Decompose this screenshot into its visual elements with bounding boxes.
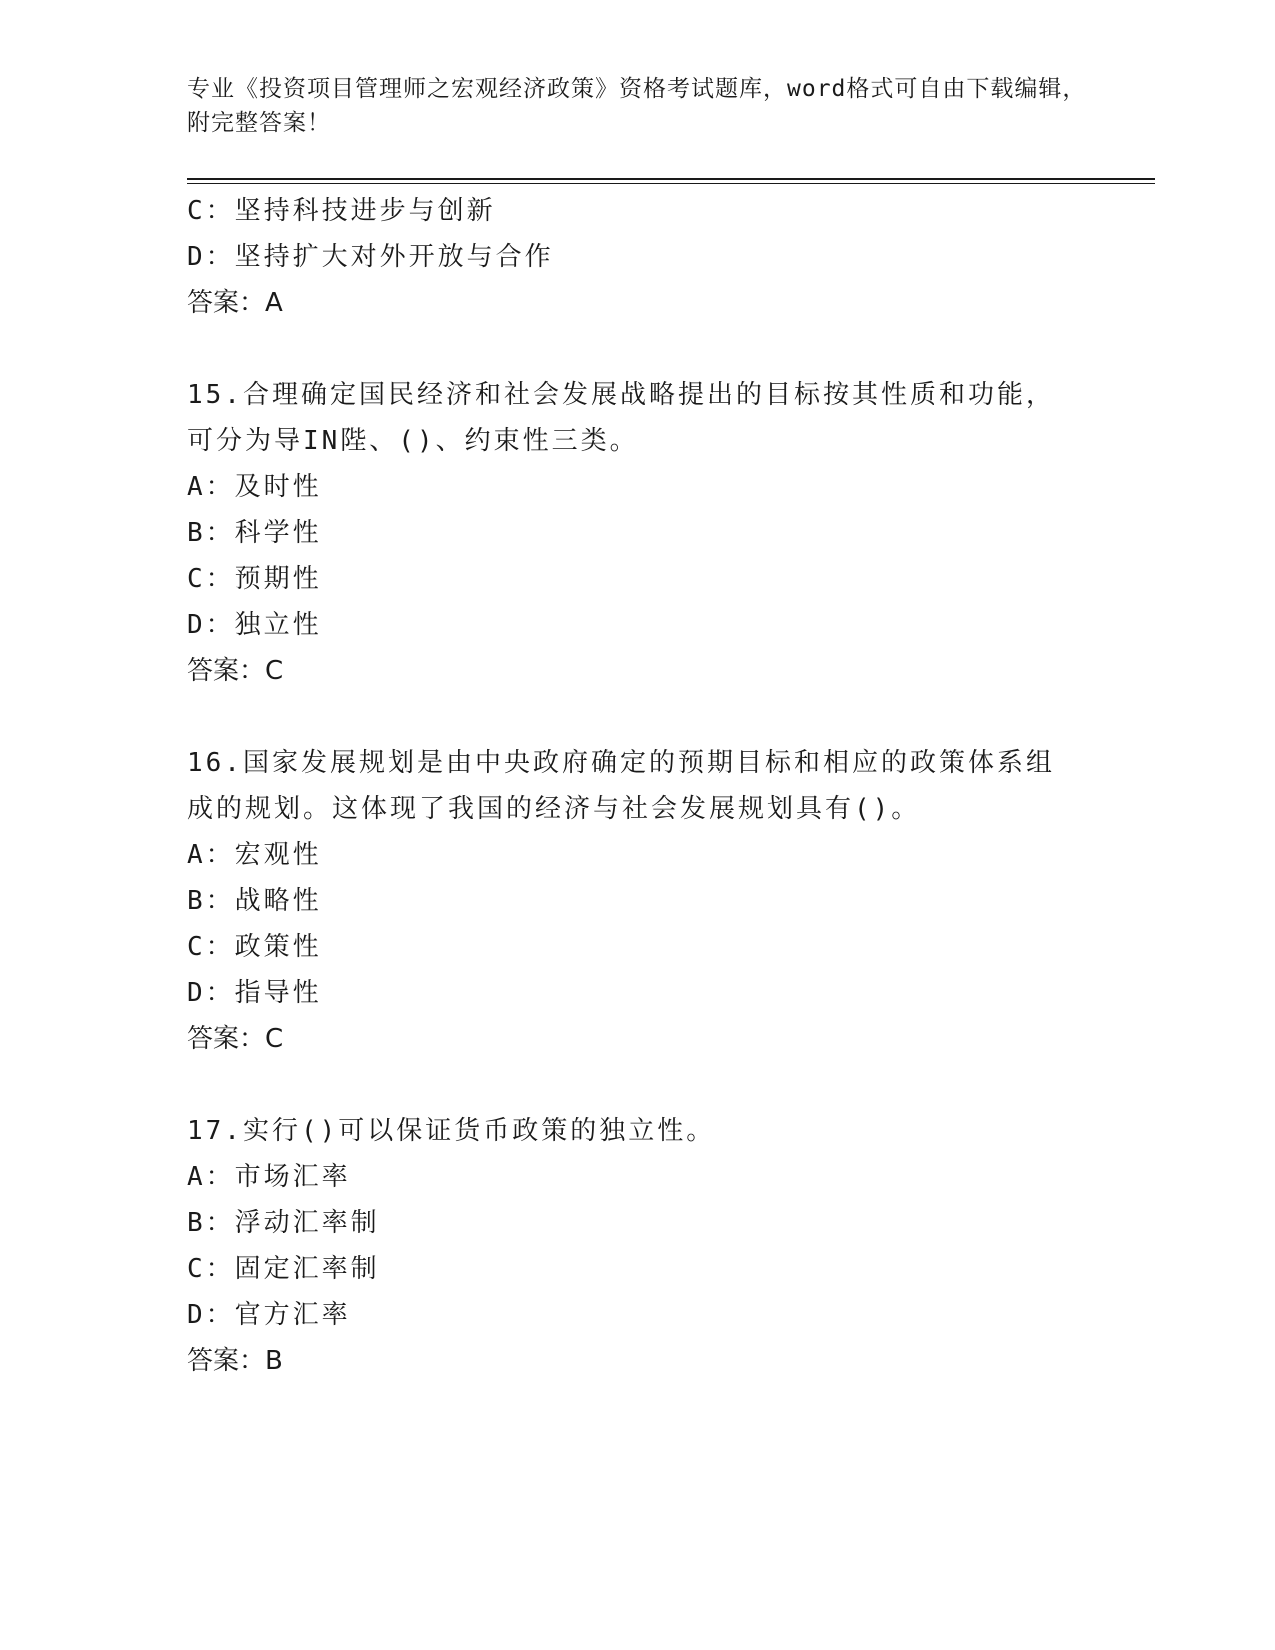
document-header: 专业《投资项目管理师之宏观经济政策》资格考试题库，word格式可自由下载编辑，附完整答案！ <box>187 76 1087 136</box>
question-16 <box>187 740 1067 1062</box>
option-a: A：市场汇率 <box>187 1162 351 1192</box>
question-stem: 15.合理确定国民经济和社会发展战略提出的目标按其性质和功能，可分为导IN陛、()、约束性三类。 <box>187 380 1055 456</box>
option-b: B：浮动汇率制 <box>187 1208 380 1238</box>
option-c: C：固定汇率制 <box>187 1254 380 1284</box>
option-b: B：战略性 <box>187 886 322 916</box>
question-15 <box>187 372 1067 694</box>
question-list <box>187 188 1067 1384</box>
answer-line: 答案：A <box>187 288 283 318</box>
option-b: B：科学性 <box>187 518 322 548</box>
question-stem: 16.国家发展规划是由中央政府确定的预期目标和相应的政策体系组成的规划。这体现了我国的经济与社会发展规划具有()。 <box>187 748 1055 824</box>
answer-line: 答案：C <box>187 656 284 686</box>
answer-line: 答案：C <box>187 1024 284 1054</box>
question-17 <box>187 1108 1067 1384</box>
option-d: D：坚持扩大对外开放与合作 <box>187 242 554 272</box>
header-divider-thick <box>187 178 1155 180</box>
option-d: D：官方汇率 <box>187 1300 351 1330</box>
carryover-question <box>187 188 1067 326</box>
option-d: D：独立性 <box>187 610 322 640</box>
option-a: A：及时性 <box>187 472 322 502</box>
option-c: C：预期性 <box>187 564 322 594</box>
option-c: C：政策性 <box>187 932 322 962</box>
header-divider-thin <box>187 183 1155 184</box>
answer-line: 答案：B <box>187 1346 283 1376</box>
option-d: D：指导性 <box>187 978 322 1008</box>
option-a: A：宏观性 <box>187 840 322 870</box>
option-c: C：坚持科技进步与创新 <box>187 196 496 226</box>
question-stem: 17.实行()可以保证货币政策的独立性。 <box>187 1116 716 1146</box>
